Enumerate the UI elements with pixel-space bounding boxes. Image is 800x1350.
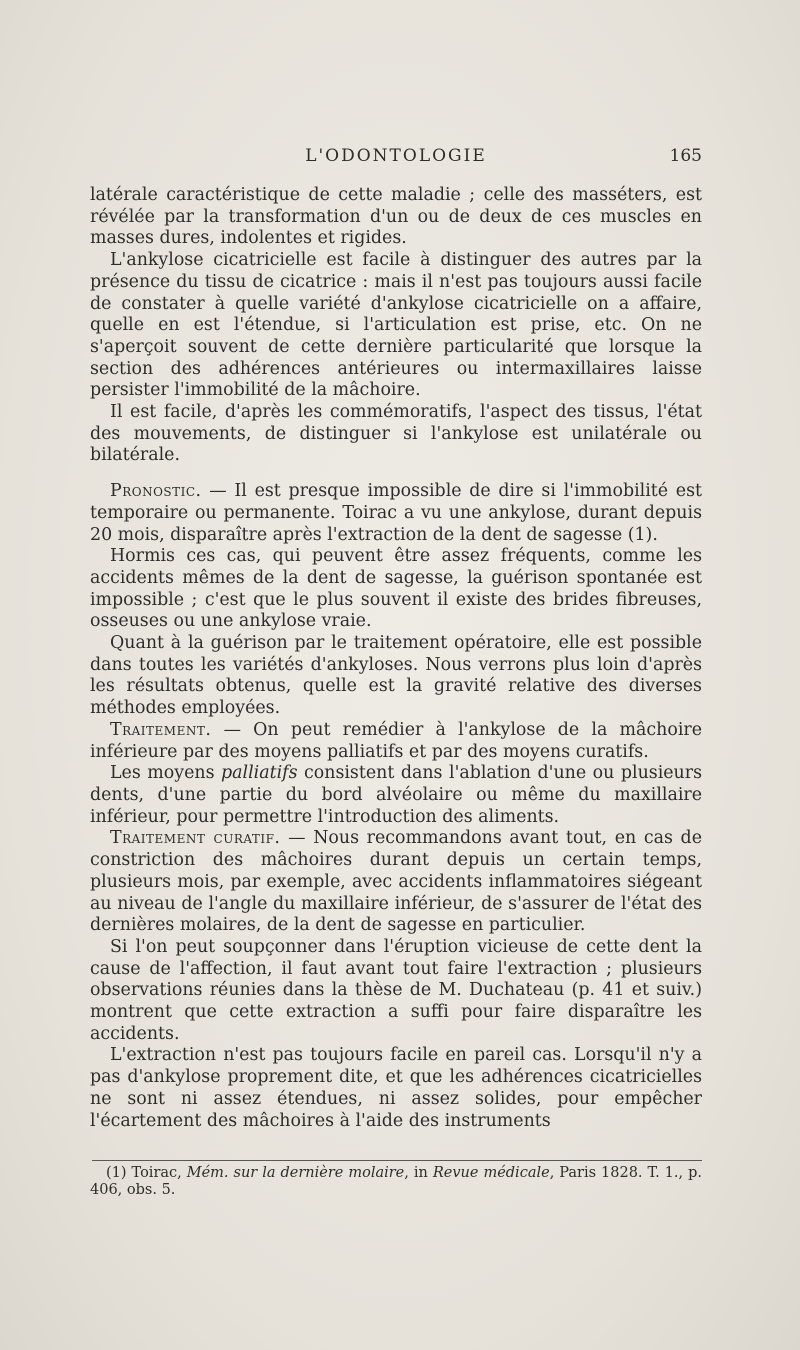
paragraph: latérale caractéristique de cette maladie ; celle des masséters, est révélée par la transformation d'un ou de deux de ces muscles en masses dures, indolentes et rigides. xyxy=(90,185,702,249)
section-lead: Traitement. xyxy=(110,719,212,740)
paragraph: Hormis ces cas, qui peuvent être assez fréquents, comme les accidents mêmes de la dent de sagesse, la guérison spontanée est impossible ; c'est que le plus souvent il existe des brides fibreuses, osseuses ou une ankylose vraie. xyxy=(90,546,702,632)
footnote-text: (1) Toirac, Mém. sur la dernière molaire, in Revue médicale, Paris 1828. T. 1., p. 406, obs. 5. xyxy=(90,1165,702,1198)
page-number: 165 xyxy=(669,146,702,166)
footnote-marker: (1) xyxy=(106,1165,127,1181)
paragraph: Quant à la guérison par le traitement opératoire, elle est possible dans toutes les variétés d'ankyloses. Nous verrons plus loin d'après les résultats obtenus, quelle est la gravité relative des diverses méthodes employées. xyxy=(90,633,702,719)
body-text xyxy=(90,185,702,1132)
running-title: L'ODONTOLOGIE xyxy=(305,146,487,166)
paragraph: L'ankylose cicatricielle est facile à distinguer des autres par la présence du tissu de cicatrice : mais il n'est pas toujours aussi facile de constater à quelle variété d'ankylose cicatricielle on a affaire, quelle en est l'étendue, si l'articulation est prise, etc. On ne s'aperçoit souvent de cette dernière particularité que lorsque la section des adhérences antérieures ou intermaxillaires laisse persister l'immobilité de la mâchoire. xyxy=(90,250,702,401)
paragraph-traitement-curatif: Traitement curatif. — Nous recommandons avant tout, en cas de constriction des mâchoires durant depuis un certain temps, plusieurs mois, par exemple, avec accidents inflammatoires siégeant au niveau de l'angle du maxillaire inférieur, de s'assurer de l'état des dernières molaires, de la dent de sagesse en particulier. xyxy=(90,828,702,936)
paragraph-pronostic: Pronostic. — Il est presque impossible de dire si l'immobilité est temporaire ou permanente. Toirac a vu une ankylose, durant depuis 20 mois, disparaître après l'extraction de la dent de sagesse (1). xyxy=(90,481,702,545)
paragraph: Si l'on peut soupçonner dans l'éruption vicieuse de cette dent la cause de l'affection, il faut avant tout faire l'extraction ; plusieurs observations réunies dans la thèse de M. Duchateau (p. 41 et suiv.) montrent que cette extraction a suffi pour faire disparaître les accidents. xyxy=(90,936,702,1044)
page-header xyxy=(90,144,702,174)
paragraph-traitement: Traitement. — On peut remédier à l'ankylose de la mâchoire inférieure par des moyens palliatifs et par des moyens curatifs. xyxy=(90,719,702,762)
section-lead: Pronostic. xyxy=(110,481,202,502)
footnote-divider xyxy=(92,1160,702,1161)
section-lead: Traitement curatif. xyxy=(110,828,281,849)
paragraph: Les moyens palliatifs consistent dans l'ablation d'une ou plusieurs dents, d'une partie du bord alvéolaire ou même du maxillaire inférieur, pour permettre l'introduction des aliments. xyxy=(90,763,702,827)
paragraph: L'extraction n'est pas toujours facile en pareil cas. Lorsqu'il n'y a pas d'ankylose proprement dite, et que les adhérences cicatricielles ne sont ni assez étendues, ni assez solides, pour empêcher l'écartement des mâchoires à l'aide des instruments xyxy=(90,1045,702,1131)
paragraph: Il est facile, d'après les commémoratifs, l'aspect des tissus, l'état des mouvements, de distinguer si l'ankylose est unilatérale ou bilatérale. xyxy=(90,402,702,466)
footnote xyxy=(90,1165,702,1199)
